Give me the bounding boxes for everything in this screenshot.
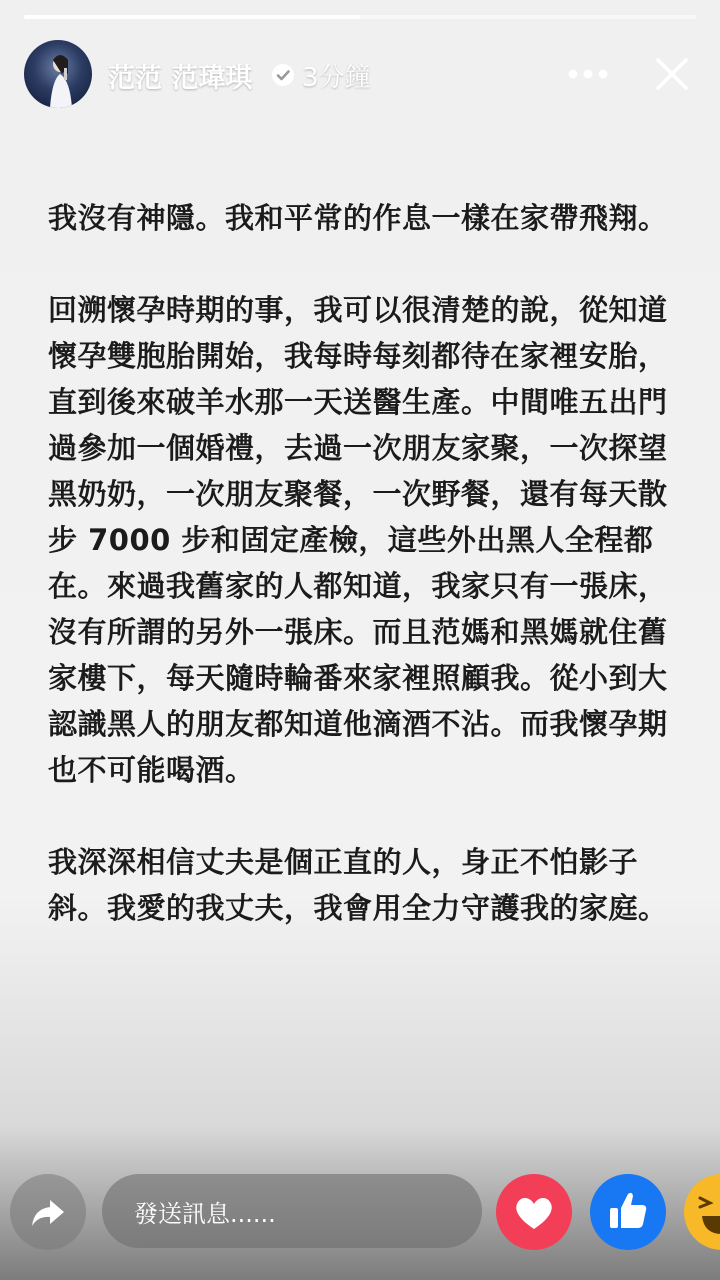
haha-reaction-icon: [684, 1174, 720, 1250]
share-button[interactable]: [10, 1174, 86, 1250]
user-name[interactable]: 范范 范瑋琪: [108, 63, 253, 94]
story-progress-fill: [24, 15, 360, 19]
story-header: [24, 40, 696, 108]
close-icon[interactable]: [654, 56, 690, 92]
message-input[interactable]: 發送訊息......: [102, 1174, 482, 1248]
verified-badge-icon: [270, 62, 296, 88]
like-reaction-button[interactable]: [590, 1174, 666, 1250]
story-paragraph: 我沒有神隱。我和平常的作息一樣在家帶飛翔。: [48, 201, 668, 235]
post-time: 3分鐘: [302, 63, 371, 93]
story-progress-bar: [24, 15, 696, 19]
love-reaction-icon: [496, 1174, 572, 1250]
haha-reaction-button[interactable]: [684, 1174, 720, 1250]
share-arrow-icon: [28, 1192, 68, 1232]
bottom-bar: [0, 1168, 720, 1256]
story-text: [48, 195, 674, 977]
like-reaction-icon: [590, 1174, 666, 1250]
story-paragraph: 我深深相信丈夫是個正直的人，身正不怕影子斜。我愛的我丈夫，我會用全力守護我的家庭。: [48, 845, 668, 925]
story-paragraph: 回溯懷孕時期的事，我可以很清楚的說，從知道懷孕雙胞胎開始，我每時每刻都待在家裡安胎，直到後來破羊水那一天送醫生產。中間唯五出門過參加一個婚禮，去過一次朋友家聚，一次探望黑奶奶，一次朋友聚餐，一次野餐，還有每天散步 7000 步和固定產檢，這些外出黑人全程都在。來過我舊家的人都知道，我家只有一張床，沒有所謂的另外一張床。而且范媽和黑媽就住舊家樓下，每天隨時輪番來家裡照顧我。從小到大認識黑人的朋友都知道他滴酒不沾。而我懷孕期也不可能喝酒。: [48, 293, 668, 787]
avatar[interactable]: [24, 40, 92, 108]
more-dots-icon[interactable]: [564, 58, 612, 90]
love-reaction-button[interactable]: [496, 1174, 572, 1250]
